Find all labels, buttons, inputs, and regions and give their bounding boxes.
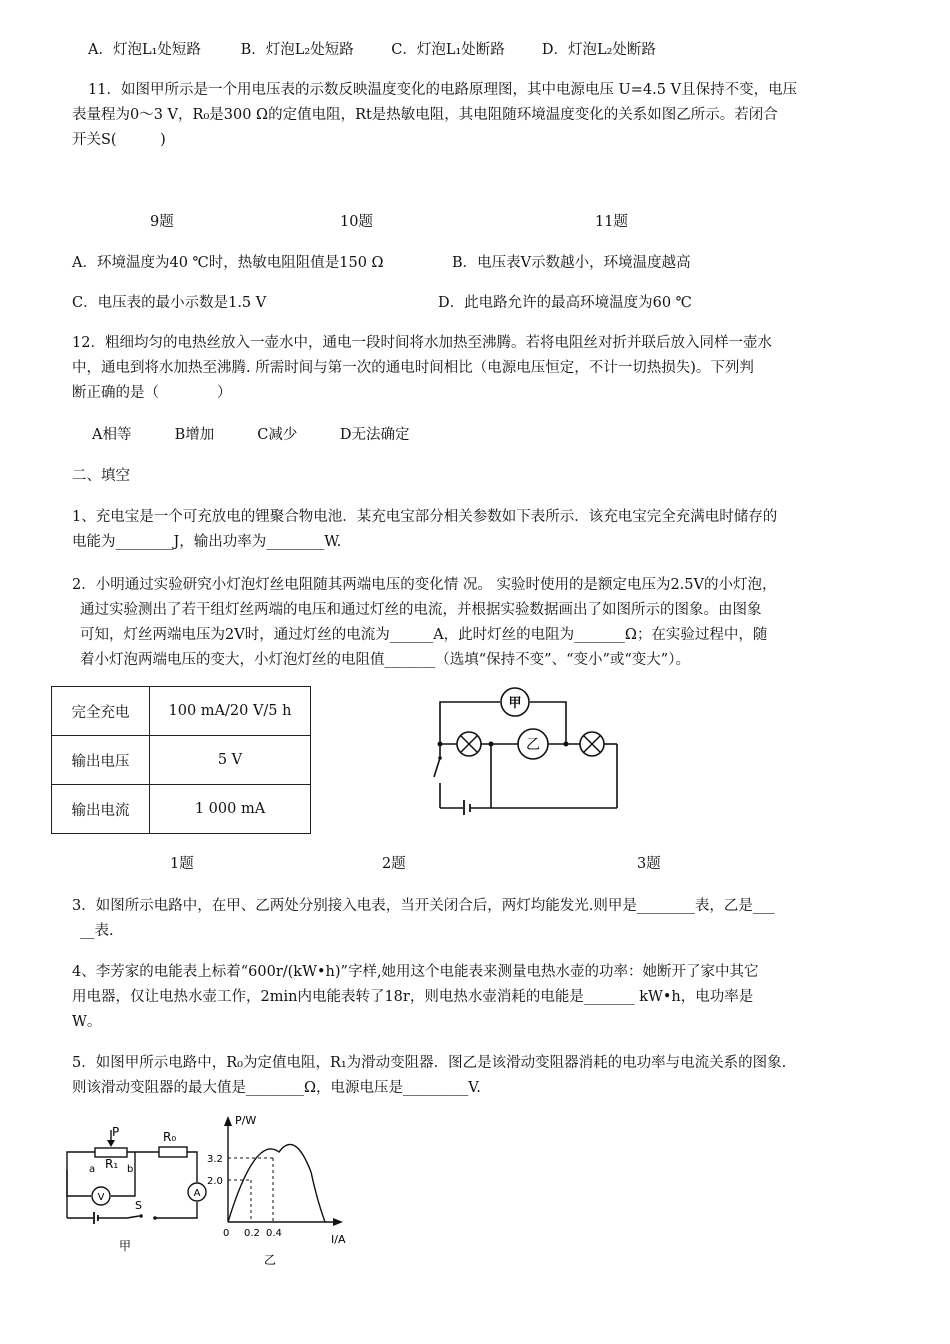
q12-options bbox=[92, 425, 409, 445]
fig-label-9: 9题 bbox=[150, 214, 174, 230]
table-value: 1 000 mA bbox=[150, 785, 311, 834]
slider-label-p: P bbox=[112, 1125, 120, 1139]
fill2-line-3: 可知，灯丝两端电压为2V时，通过灯丝的电流为______A，此时灯丝的电阻为_______Ω；在实验过程中，随 bbox=[80, 627, 768, 643]
graph-x-label: I/A bbox=[331, 1233, 346, 1246]
fig-label-3: 3题 bbox=[637, 856, 661, 872]
fill1-line-1: 1、充电宝是一个可充放电的锂聚合物电池．某充电宝部分相关参数如下表所示．该充电宝完全充满电时储存的 bbox=[72, 509, 778, 525]
q10-option-b: B．灯泡L₂处短路 bbox=[240, 42, 354, 58]
q11-option-c: C．电压表的最小示数是1.5 V bbox=[72, 295, 267, 311]
figure-5 bbox=[55, 1110, 375, 1270]
q12-stem-line-3: 断正确的是（ ） bbox=[72, 385, 232, 401]
q11-stem-line-1: 11．如图甲所示是一个用电压表的示数反映温度变化的电路原理图，其中电源电压 U=4.5 V且保持不变，电压 bbox=[88, 82, 798, 98]
graph-origin: 0 bbox=[223, 1228, 230, 1239]
table-row bbox=[52, 785, 311, 834]
charger-param-table bbox=[51, 686, 311, 834]
fill4-line-2: 用电器，仅让电热水壶工作，2min内电能表转了18r，则电热水壶消耗的电能是_______ kW•h，电功率是 bbox=[72, 989, 754, 1005]
terminal-label-a: a bbox=[89, 1164, 96, 1175]
q12-stem-line-2: 中，通电到将水加热至沸腾. 所需时间与第一次的通电时间相比（电源电压恒定，不计一切热损失)。下列判 bbox=[72, 360, 754, 376]
fill5-line-1: 5．如图甲所示电路中，R₀为定值电阻，R₁为滑动变阻器．图乙是该滑动变阻器消耗的电功率与电流关系的图象. bbox=[72, 1055, 787, 1071]
q12-option-b: B增加 bbox=[174, 427, 215, 443]
fill4-line-3: W。 bbox=[72, 1014, 102, 1030]
section-title: 二、填空 bbox=[72, 468, 130, 484]
ammeter-icon: A bbox=[193, 1188, 201, 1199]
graph-y-tick-2.0: 2.0 bbox=[207, 1176, 223, 1187]
table-key: 输出电压 bbox=[52, 736, 150, 785]
q11-option-d: D．此电路允许的最高环境温度为60 ℃ bbox=[438, 295, 692, 311]
lamp-1-icon bbox=[457, 732, 481, 756]
fill3-line-2: __表. bbox=[80, 923, 114, 939]
fill1-line-2: 电能为________J，输出功率为________W. bbox=[72, 534, 342, 550]
meter-yi-label: 乙 bbox=[526, 737, 540, 753]
q10-option-a: A．灯泡L₁处短路 bbox=[88, 42, 201, 58]
circuit-diagram-q3 bbox=[425, 680, 625, 815]
graph-x-tick-0.2: 0.2 bbox=[244, 1228, 260, 1239]
fill4-line-1: 4、李芳家的电能表上标着“600r/(kW•h)”字样,她用这个电能表来测量电热水壶的功率：她断开了家中其它 bbox=[72, 964, 759, 980]
resistor-label-r1: R₁ bbox=[105, 1157, 119, 1171]
voltmeter-icon: V bbox=[97, 1192, 105, 1203]
q10-options bbox=[88, 40, 656, 60]
graph-5-yi bbox=[207, 1114, 346, 1267]
fig-label-2: 2题 bbox=[382, 856, 406, 872]
table-key: 输出电流 bbox=[52, 785, 150, 834]
q11-option-a: A．环境温度为40 ℃时，热敏电阻阻值是150 Ω bbox=[72, 255, 384, 271]
q12-option-c: C减少 bbox=[257, 427, 298, 443]
q10-option-d: D．灯泡L₂处断路 bbox=[541, 42, 656, 58]
meter-jia-icon bbox=[501, 688, 529, 716]
q11-stem-line-3: 开关S( ) bbox=[72, 132, 166, 148]
caption-yi: 乙 bbox=[263, 1253, 277, 1267]
circuit-5-jia bbox=[67, 1125, 206, 1253]
q12-stem-line-1: 12．粗细均匀的电热丝放入一壶水中，通电一段时间将水加热至沸腾。若将电阻丝对折并联后放入同样一壶水 bbox=[72, 335, 772, 351]
table-value: 5 V bbox=[150, 736, 311, 785]
fill3-line-1: 3．如图所示电路中，在甲、乙两处分别接入电表，当开关闭合后，两灯均能发光.则甲是________表，乙是___ bbox=[72, 898, 775, 914]
meter-yi-icon bbox=[518, 729, 548, 759]
q12-option-a: A相等 bbox=[92, 427, 132, 443]
table-value: 100 mA/20 V/5 h bbox=[150, 687, 311, 736]
fill5-line-2: 则该滑动变阻器的最大值是________Ω，电源电压是_________V. bbox=[72, 1080, 481, 1096]
graph-y-tick-3.2: 3.2 bbox=[207, 1154, 223, 1165]
fig-label-11: 11题 bbox=[595, 214, 628, 230]
terminal-label-b: b bbox=[127, 1164, 134, 1175]
table-row bbox=[52, 736, 311, 785]
graph-y-label: P/W bbox=[235, 1114, 257, 1127]
fill2-line-4: 着小灯泡两端电压的变大，小灯泡灯丝的电阻值_______（选填“保持不变”、“变小”或“变大”）。 bbox=[80, 652, 690, 668]
graph-x-tick-0.4: 0.4 bbox=[266, 1228, 282, 1239]
table-key: 完全充电 bbox=[52, 687, 150, 736]
q10-option-c: C．灯泡L₁处断路 bbox=[391, 42, 505, 58]
fig-label-1: 1题 bbox=[170, 856, 194, 872]
table-row bbox=[52, 687, 311, 736]
fig-label-10: 10题 bbox=[340, 214, 373, 230]
meter-jia-label: 甲 bbox=[508, 696, 522, 711]
q11-option-b: B．电压表V示数越小，环境温度越高 bbox=[452, 255, 691, 271]
fill2-line-2: 通过实验测出了若干组灯丝两端的电压和通过灯丝的电流，并根据实验数据画出了如图所示的图象。由图象 bbox=[80, 602, 762, 618]
caption-jia: 甲 bbox=[118, 1239, 132, 1253]
q12-option-d: D无法确定 bbox=[339, 427, 410, 443]
fill2-line-1: 2．小明通过实验研究小灯泡灯丝电阻随其两端电压的变化情 况。 实验时使用的是额定电压为2.5V的小灯泡， bbox=[72, 577, 777, 593]
q11-stem-line-2: 表量程为0～3 V，R₀是300 Ω的定值电阻，Rt是热敏电阻，其电阻随环境温度变化的关系如图乙所示。若闭合 bbox=[72, 107, 778, 123]
resistor-label-r0: R₀ bbox=[163, 1130, 177, 1144]
lamp-2-icon bbox=[580, 732, 604, 756]
switch-label-s: S bbox=[135, 1199, 142, 1212]
